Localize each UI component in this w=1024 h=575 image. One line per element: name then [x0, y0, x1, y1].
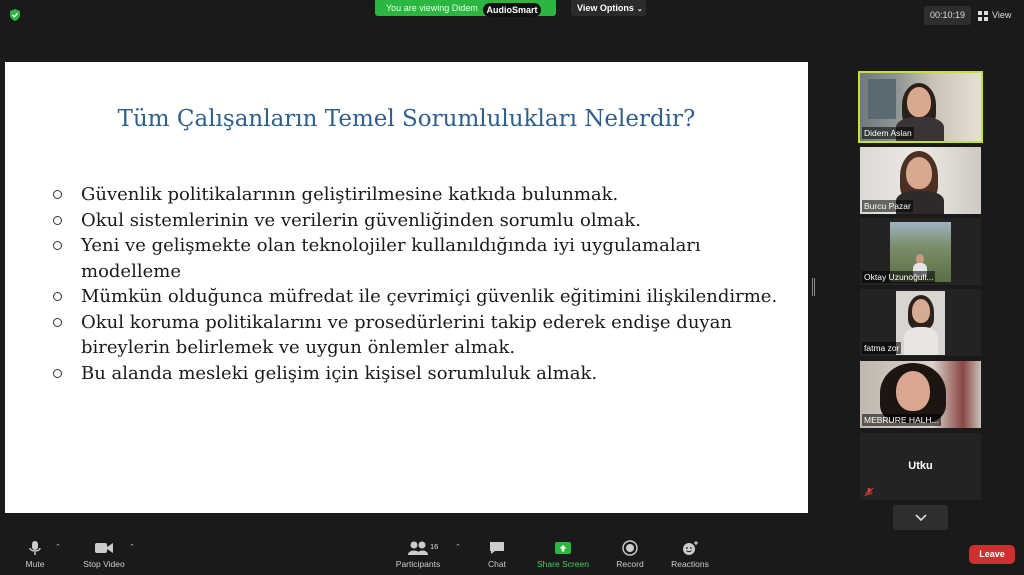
mute-label: Mute	[25, 559, 45, 569]
smiley-plus-icon	[681, 540, 699, 556]
participant-face	[896, 371, 930, 411]
view-options-button[interactable]	[571, 0, 646, 16]
share-screen-icon	[554, 540, 572, 556]
participant-tile-burcu-pazar[interactable]	[860, 147, 981, 214]
viewing-text: You are viewing Didem	[386, 3, 478, 13]
view-options-label: View Options	[577, 3, 634, 13]
share-screen-button[interactable]	[535, 540, 591, 574]
participant-tile-fatma-zor[interactable]	[860, 289, 981, 356]
record-label: Record	[616, 559, 644, 569]
bookshelf	[868, 79, 896, 119]
view-label: View	[992, 10, 1012, 20]
hollow-bullet-icon	[53, 318, 62, 327]
video-camera-icon	[94, 540, 114, 556]
slide-bullet: Yeni ve gelişmekte olan teknolojiler kullanıldığında iyi uygulamaları modelleme	[53, 233, 793, 284]
participant-face	[907, 87, 931, 117]
participant-face	[906, 157, 932, 189]
participant-name: MEBRURE HALH...	[864, 415, 939, 425]
hollow-bullet-icon	[53, 190, 62, 199]
mute-button[interactable]	[20, 540, 50, 574]
participant-name: fatma zor	[864, 343, 900, 353]
panel-resize-handle[interactable]	[812, 278, 815, 296]
microphone-icon	[28, 540, 42, 556]
slide-bullet-list	[53, 182, 793, 386]
chat-bubble-icon	[488, 540, 506, 556]
slide-bullet: Okul koruma politikalarını ve prosedürlerini takip ederek endişe duyan bireylerin belirlemek ve uygun önlemler almak.	[53, 310, 793, 361]
share-screen-label: Share Screen	[537, 559, 589, 569]
participants-label: Participants	[395, 559, 441, 569]
participant-name: Burcu Pazar	[864, 201, 911, 211]
reactions-button[interactable]	[669, 540, 711, 574]
slide-bullet: Mümkün olduğunca müfredat ile çevrimiçi güvenlik eğitimini ilişkilendirme.	[53, 284, 793, 310]
participant-face	[912, 299, 930, 323]
participant-tile-oktay[interactable]	[860, 218, 981, 285]
shared-screen-slide	[5, 62, 808, 513]
participants-icon	[407, 540, 429, 556]
participant-tile-mebrure[interactable]	[860, 361, 981, 428]
hollow-bullet-icon	[53, 369, 62, 378]
view-layout-button[interactable]	[978, 6, 1020, 25]
video-options-caret-icon[interactable]: ⌃	[129, 544, 135, 551]
participants-options-caret-icon[interactable]: ⌃	[455, 544, 461, 551]
chat-label: Chat	[488, 559, 506, 569]
slide-bullet: Okul sistemlerinin ve verilerin güvenliğinden sorumlu olmak.	[53, 208, 793, 234]
slide-title: Tüm Çalışanların Temel Sorumlulukları Nelerdir?	[117, 106, 696, 132]
participant-tile-utku[interactable]	[860, 433, 981, 500]
participant-name: Didem Aslan	[864, 128, 912, 138]
reactions-label: Reactions	[671, 559, 709, 569]
hollow-bullet-icon	[53, 216, 62, 225]
security-shield-icon[interactable]	[8, 8, 22, 22]
participant-name: Oktay Uzunoğull...	[864, 272, 934, 282]
record-button[interactable]	[614, 540, 646, 574]
slide-bullet: Bu alanda mesleki gelişim için kişisel sorumluluk almak.	[53, 361, 793, 387]
participant-tile-didem-aslan[interactable]	[858, 71, 983, 143]
meeting-timer: 00:10:19	[924, 6, 971, 25]
grid-icon	[978, 11, 988, 21]
audio-options-caret-icon[interactable]: ⌃	[55, 544, 61, 551]
muted-mic-icon	[864, 487, 874, 497]
participant-body	[904, 327, 938, 355]
stop-video-label: Stop Video	[83, 559, 125, 569]
hollow-bullet-icon	[53, 292, 62, 301]
hollow-bullet-icon	[53, 241, 62, 250]
participants-count-badge: 16	[430, 542, 439, 551]
participant-name: Utku	[908, 460, 933, 472]
record-icon	[622, 540, 638, 556]
chevron-down-icon: ⌄	[636, 6, 643, 13]
chat-button[interactable]	[484, 540, 510, 574]
leave-meeting-button[interactable]: Leave	[969, 545, 1015, 564]
scroll-down-participants-button[interactable]	[893, 505, 948, 530]
audiosmart-badge: AudioSmart	[483, 3, 541, 17]
stop-video-button[interactable]	[80, 540, 128, 574]
chevron-down-icon	[915, 514, 927, 522]
slide-bullet: Güvenlik politikalarının geliştirilmesine katkıda bulunmak.	[53, 182, 793, 208]
